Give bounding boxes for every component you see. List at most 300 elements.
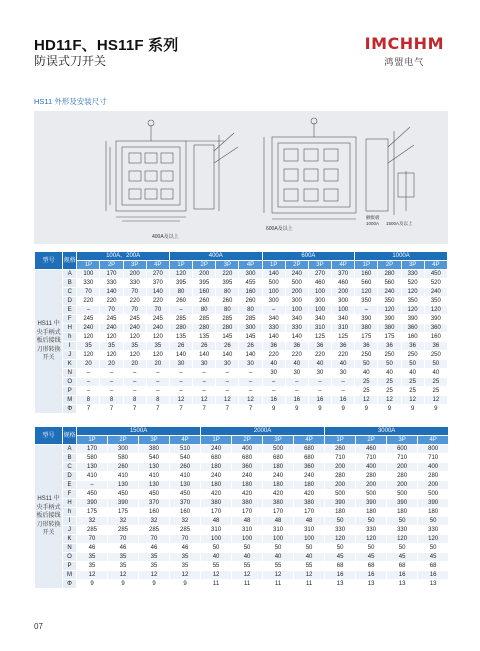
drawing-note-1000a: 1000A xyxy=(366,221,380,226)
pole-header: 3P xyxy=(387,436,418,445)
value-cell: 100 xyxy=(332,306,355,315)
value-cell: 140 xyxy=(146,288,169,297)
value-cell: 285 xyxy=(193,315,216,324)
value-cell: 7 xyxy=(100,405,123,414)
value-cell: 13 xyxy=(418,580,449,589)
value-cell: 240 xyxy=(123,324,146,333)
value-cell: 30 xyxy=(285,369,308,378)
value-cell: 35 xyxy=(123,342,146,351)
value-cell: 500 xyxy=(356,490,387,499)
value-cell: 145 xyxy=(239,333,262,342)
value-cell: 12 xyxy=(201,571,232,580)
value-cell: 9 xyxy=(285,405,308,414)
value-cell: 160 xyxy=(170,508,201,517)
value-cell: 45 xyxy=(418,553,449,562)
value-cell: 7 xyxy=(193,405,216,414)
value-cell: 140 xyxy=(100,288,123,297)
value-cell: 120 xyxy=(123,333,146,342)
value-cell: 540 xyxy=(170,454,201,463)
value-cell: 330 xyxy=(387,526,418,535)
dimension-label-cell: N xyxy=(63,544,77,553)
value-cell: 32 xyxy=(77,517,108,526)
value-cell: 12 xyxy=(169,396,192,405)
value-cell: 55 xyxy=(263,562,294,571)
value-cell: 280 xyxy=(216,324,239,333)
value-cell: 35 xyxy=(108,553,139,562)
value-cell: 350 xyxy=(401,297,424,306)
value-cell: 400 xyxy=(418,463,449,472)
value-cell: 220 xyxy=(308,351,331,360)
value-cell: 68 xyxy=(325,562,356,571)
value-cell: 13 xyxy=(356,580,387,589)
value-cell: 50 xyxy=(263,544,294,553)
value-cell: 9 xyxy=(139,580,170,589)
value-cell: 220 xyxy=(285,351,308,360)
value-cell: 100 xyxy=(294,535,325,544)
section-title: HS11 外形及安装尺寸 xyxy=(34,97,107,106)
value-cell: 12 xyxy=(424,396,447,405)
value-cell: 12 xyxy=(355,396,378,405)
dimension-label-cell: H xyxy=(63,324,77,333)
value-cell: 310 xyxy=(263,526,294,535)
value-cell: 35 xyxy=(108,562,139,571)
value-cell: 170 xyxy=(232,508,263,517)
dimension-label-cell: C xyxy=(63,463,77,472)
value-cell: 145 xyxy=(216,333,239,342)
value-cell: 45 xyxy=(356,553,387,562)
dimension-label-cell: P xyxy=(63,387,77,396)
value-cell: 120 xyxy=(378,306,401,315)
table-row xyxy=(35,481,449,490)
header-type-cell: 型号 xyxy=(35,427,63,445)
value-cell: 450 xyxy=(424,270,447,279)
value-cell: 100 xyxy=(262,288,285,297)
value-cell: 175 xyxy=(108,508,139,517)
value-cell: 9 xyxy=(424,405,447,414)
value-cell: 16 xyxy=(308,396,331,405)
value-cell: 350 xyxy=(355,297,378,306)
value-cell: 30 xyxy=(308,369,331,378)
value-cell: 50 xyxy=(418,544,449,553)
value-cell: 410 xyxy=(139,472,170,481)
value-cell: 16 xyxy=(356,571,387,580)
value-cell: 200 xyxy=(356,481,387,490)
value-cell: 180 xyxy=(263,481,294,490)
value-cell: 450 xyxy=(108,490,139,499)
header-spec-cell: 规格 xyxy=(63,427,77,445)
value-cell: 30 xyxy=(239,360,262,369)
value-cell: 240 xyxy=(77,324,100,333)
value-cell: 40 xyxy=(401,369,424,378)
value-cell: 7 xyxy=(239,405,262,414)
value-cell: 450 xyxy=(170,490,201,499)
value-cell: 35 xyxy=(77,562,108,571)
value-cell: 30 xyxy=(193,360,216,369)
value-cell: 35 xyxy=(170,562,201,571)
value-cell: 390 xyxy=(424,315,447,324)
value-cell: 130 xyxy=(139,463,170,472)
dimension-label-cell: D xyxy=(63,297,77,306)
value-cell: 245 xyxy=(77,315,100,324)
dimension-label-cell: O xyxy=(63,553,77,562)
value-cell: – xyxy=(169,369,192,378)
value-cell: 330 xyxy=(262,324,285,333)
value-cell: 180 xyxy=(232,481,263,490)
dimension-label-cell: P xyxy=(63,562,77,571)
value-cell: 350 xyxy=(424,297,447,306)
value-cell: 410 xyxy=(108,472,139,481)
pole-header: 4P xyxy=(146,261,169,270)
value-cell: 390 xyxy=(418,499,449,508)
value-cell: 285 xyxy=(139,526,170,535)
value-cell: 26 xyxy=(193,342,216,351)
value-cell: 200 xyxy=(387,463,418,472)
pole-header: 1P xyxy=(325,436,356,445)
table-row xyxy=(35,580,449,589)
value-cell: 11 xyxy=(201,580,232,589)
value-cell: 330 xyxy=(418,526,449,535)
value-cell: 9 xyxy=(262,405,285,414)
value-cell: 120 xyxy=(100,333,123,342)
table-row xyxy=(35,333,448,342)
value-cell: 280 xyxy=(387,472,418,481)
value-cell: 240 xyxy=(285,270,308,279)
value-cell: 12 xyxy=(108,571,139,580)
value-cell: 16 xyxy=(325,571,356,580)
value-cell: 20 xyxy=(100,360,123,369)
value-cell: 500 xyxy=(418,490,449,499)
value-cell: 80 xyxy=(193,306,216,315)
logo-mark: IMCHHM xyxy=(364,34,444,53)
value-cell: 710 xyxy=(325,454,356,463)
value-cell: 100 xyxy=(285,306,308,315)
value-cell: 180 xyxy=(387,508,418,517)
value-cell: 285 xyxy=(108,526,139,535)
value-cell: 120 xyxy=(146,351,169,360)
value-cell: 160 xyxy=(193,288,216,297)
model-cell: HS11 中央手柄式板后接线刀形转换开关 xyxy=(35,270,63,414)
value-cell: 36 xyxy=(401,342,424,351)
value-cell: 380 xyxy=(355,324,378,333)
table-row xyxy=(35,324,448,333)
value-cell: 70 xyxy=(100,306,123,315)
value-cell: 250 xyxy=(401,351,424,360)
value-cell: 410 xyxy=(170,472,201,481)
pole-header: 2P xyxy=(285,261,308,270)
value-cell: 285 xyxy=(239,315,262,324)
value-cell: 120 xyxy=(387,535,418,544)
value-cell: 395 xyxy=(193,279,216,288)
value-cell: 50 xyxy=(356,544,387,553)
value-cell: 120 xyxy=(418,535,449,544)
value-cell: 11 xyxy=(263,580,294,589)
value-cell: 140 xyxy=(193,351,216,360)
table-row xyxy=(35,351,448,360)
value-cell: 310 xyxy=(232,526,263,535)
value-cell: 260 xyxy=(239,297,262,306)
value-cell: – xyxy=(123,378,146,387)
value-cell: 420 xyxy=(263,490,294,499)
value-cell: 12 xyxy=(401,396,424,405)
value-cell: 560 xyxy=(378,279,401,288)
current-rating-header: 1000A xyxy=(355,252,448,261)
value-cell: 25 xyxy=(401,387,424,396)
value-cell: 395 xyxy=(216,279,239,288)
value-cell: 175 xyxy=(355,333,378,342)
value-cell: 35 xyxy=(170,553,201,562)
value-cell: 36 xyxy=(262,342,285,351)
value-cell: 25 xyxy=(355,378,378,387)
value-cell: – xyxy=(308,378,331,387)
value-cell: 9 xyxy=(355,405,378,414)
table-row xyxy=(35,279,448,288)
value-cell: 280 xyxy=(325,472,356,481)
value-cell: – xyxy=(123,387,146,396)
value-cell: 46 xyxy=(139,544,170,553)
value-cell: 80 xyxy=(169,288,192,297)
value-cell: 160 xyxy=(239,288,262,297)
value-cell: – xyxy=(216,369,239,378)
value-cell: – xyxy=(77,481,108,490)
value-cell: 460 xyxy=(356,445,387,454)
value-cell: 170 xyxy=(294,508,325,517)
value-cell: 390 xyxy=(325,499,356,508)
current-rating-header: 3000A xyxy=(325,427,449,436)
value-cell: 360 xyxy=(232,463,263,472)
value-cell: 100 xyxy=(201,535,232,544)
dimension-label-cell: M xyxy=(63,396,77,405)
table-row xyxy=(35,499,449,508)
value-cell: 410 xyxy=(77,472,108,481)
value-cell: 12 xyxy=(77,571,108,580)
value-cell: 400 xyxy=(232,445,263,454)
value-cell: 180 xyxy=(263,463,294,472)
value-cell: 45 xyxy=(325,553,356,562)
value-cell: 7 xyxy=(216,405,239,414)
value-cell: 50 xyxy=(401,360,424,369)
value-cell: 390 xyxy=(356,499,387,508)
pole-header: 4P xyxy=(294,436,325,445)
value-cell: 7 xyxy=(146,405,169,414)
value-cell: 285 xyxy=(77,526,108,535)
value-cell: – xyxy=(169,306,192,315)
value-cell: 680 xyxy=(232,454,263,463)
value-cell: 16 xyxy=(332,396,355,405)
value-cell: 390 xyxy=(378,315,401,324)
value-cell: 125 xyxy=(308,333,331,342)
value-cell: 180 xyxy=(418,508,449,517)
pole-header: 3P xyxy=(123,261,146,270)
table-row xyxy=(35,288,448,297)
value-cell: 35 xyxy=(139,562,170,571)
table-row xyxy=(35,535,449,544)
value-cell: 270 xyxy=(308,270,331,279)
value-cell: – xyxy=(169,378,192,387)
value-cell: 200 xyxy=(418,481,449,490)
value-cell: 285 xyxy=(170,526,201,535)
value-cell: – xyxy=(146,369,169,378)
value-cell: 280 xyxy=(169,324,192,333)
value-cell: 340 xyxy=(332,315,355,324)
value-cell: 130 xyxy=(108,481,139,490)
value-cell: 170 xyxy=(77,445,108,454)
table-row xyxy=(35,562,449,571)
value-cell: 390 xyxy=(77,499,108,508)
value-cell: – xyxy=(100,378,123,387)
value-cell: 390 xyxy=(401,315,424,324)
dimension-label-cell: J xyxy=(63,526,77,535)
value-cell: 200 xyxy=(387,481,418,490)
value-cell: 120 xyxy=(100,351,123,360)
value-cell: 130 xyxy=(139,481,170,490)
value-cell: 120 xyxy=(77,333,100,342)
pole-header: 2P xyxy=(108,436,139,445)
value-cell: 8 xyxy=(146,396,169,405)
value-cell: 310 xyxy=(308,324,331,333)
current-rating-header: 400A xyxy=(169,252,262,261)
dimension-table-1 xyxy=(34,251,448,414)
value-cell: 40 xyxy=(355,369,378,378)
value-cell: 260 xyxy=(193,297,216,306)
value-cell: 330 xyxy=(356,526,387,535)
pole-header: 3P xyxy=(263,436,294,445)
table-row xyxy=(35,369,448,378)
value-cell: 32 xyxy=(170,517,201,526)
value-cell: 390 xyxy=(108,499,139,508)
value-cell: 240 xyxy=(146,324,169,333)
value-cell: 16 xyxy=(387,571,418,580)
dimension-drawing xyxy=(34,111,448,244)
value-cell: 35 xyxy=(146,342,169,351)
value-cell: 500 xyxy=(387,490,418,499)
value-cell: 120 xyxy=(325,535,356,544)
value-cell: 40 xyxy=(201,553,232,562)
pole-header: 3P xyxy=(308,261,331,270)
value-cell: – xyxy=(285,378,308,387)
value-cell: 120 xyxy=(401,288,424,297)
value-cell: 450 xyxy=(139,490,170,499)
value-cell: – xyxy=(193,387,216,396)
value-cell: 50 xyxy=(424,360,447,369)
value-cell: 12 xyxy=(139,571,170,580)
value-cell: 140 xyxy=(216,351,239,360)
value-cell: 36 xyxy=(285,342,308,351)
pole-header: 1P xyxy=(169,261,192,270)
value-cell: 350 xyxy=(378,297,401,306)
value-cell: 68 xyxy=(356,562,387,571)
value-cell: 710 xyxy=(356,454,387,463)
table-row xyxy=(35,360,448,369)
value-cell: 9 xyxy=(332,405,355,414)
value-cell: 25 xyxy=(424,387,447,396)
pole-header: 3P xyxy=(216,261,239,270)
value-cell: 370 xyxy=(170,499,201,508)
value-cell: 68 xyxy=(387,562,418,571)
dimension-drawing-svg xyxy=(34,111,448,244)
value-cell: 200 xyxy=(325,463,356,472)
value-cell: 680 xyxy=(294,445,325,454)
value-cell: 48 xyxy=(201,517,232,526)
value-cell: 48 xyxy=(232,517,263,526)
value-cell: 310 xyxy=(201,526,232,535)
value-cell: 120 xyxy=(356,535,387,544)
value-cell: 11 xyxy=(294,580,325,589)
pole-header: 3P xyxy=(139,436,170,445)
value-cell: 580 xyxy=(77,454,108,463)
value-cell: 70 xyxy=(108,535,139,544)
value-cell: 50 xyxy=(294,544,325,553)
value-cell: 45 xyxy=(387,553,418,562)
value-cell: 680 xyxy=(263,454,294,463)
value-cell: 260 xyxy=(169,297,192,306)
dimension-label-cell: H xyxy=(63,499,77,508)
value-cell: 680 xyxy=(294,454,325,463)
value-cell: 50 xyxy=(201,544,232,553)
value-cell: 9 xyxy=(170,580,201,589)
value-cell: 120 xyxy=(169,270,192,279)
value-cell: 50 xyxy=(387,517,418,526)
pole-header: 1P xyxy=(77,436,108,445)
pole-header: 3P xyxy=(401,261,424,270)
pole-header: 1P xyxy=(77,261,100,270)
dimension-label-cell: N xyxy=(63,369,77,378)
value-cell: – xyxy=(216,387,239,396)
value-cell: 40 xyxy=(308,360,331,369)
value-cell: 30 xyxy=(262,369,285,378)
value-cell: 500 xyxy=(262,279,285,288)
value-cell: 70 xyxy=(77,288,100,297)
value-cell: – xyxy=(239,387,262,396)
value-cell: 80 xyxy=(239,306,262,315)
value-cell: – xyxy=(308,387,331,396)
value-cell: 160 xyxy=(355,270,378,279)
value-cell: 100 xyxy=(308,288,331,297)
pole-header: 2P xyxy=(232,436,263,445)
value-cell: 300 xyxy=(239,324,262,333)
value-cell: 220 xyxy=(100,297,123,306)
table-row xyxy=(35,342,448,351)
value-cell: 380 xyxy=(139,445,170,454)
table-row xyxy=(35,553,449,562)
pole-header: 4P xyxy=(170,436,201,445)
value-cell: 36 xyxy=(308,342,331,351)
table-row xyxy=(35,508,449,517)
value-cell: 55 xyxy=(294,562,325,571)
value-cell: 420 xyxy=(201,490,232,499)
value-cell: 70 xyxy=(139,535,170,544)
value-cell: 120 xyxy=(355,288,378,297)
value-cell: 9 xyxy=(108,580,139,589)
value-cell: 9 xyxy=(308,405,331,414)
value-cell: 120 xyxy=(123,351,146,360)
value-cell: 7 xyxy=(123,405,146,414)
value-cell: – xyxy=(77,387,100,396)
value-cell: 580 xyxy=(108,454,139,463)
value-cell: 520 xyxy=(401,279,424,288)
value-cell: 340 xyxy=(285,315,308,324)
pole-header: 2P xyxy=(356,436,387,445)
value-cell: 220 xyxy=(332,351,355,360)
value-cell: 140 xyxy=(262,333,285,342)
value-cell: – xyxy=(77,369,100,378)
value-cell: 395 xyxy=(169,279,192,288)
value-cell: 30 xyxy=(169,360,192,369)
value-cell: 360 xyxy=(424,324,447,333)
value-cell: – xyxy=(332,387,355,396)
pole-header: 2P xyxy=(100,261,123,270)
drawing-note-400a: 400A及以上 xyxy=(152,234,179,240)
value-cell: 70 xyxy=(123,306,146,315)
